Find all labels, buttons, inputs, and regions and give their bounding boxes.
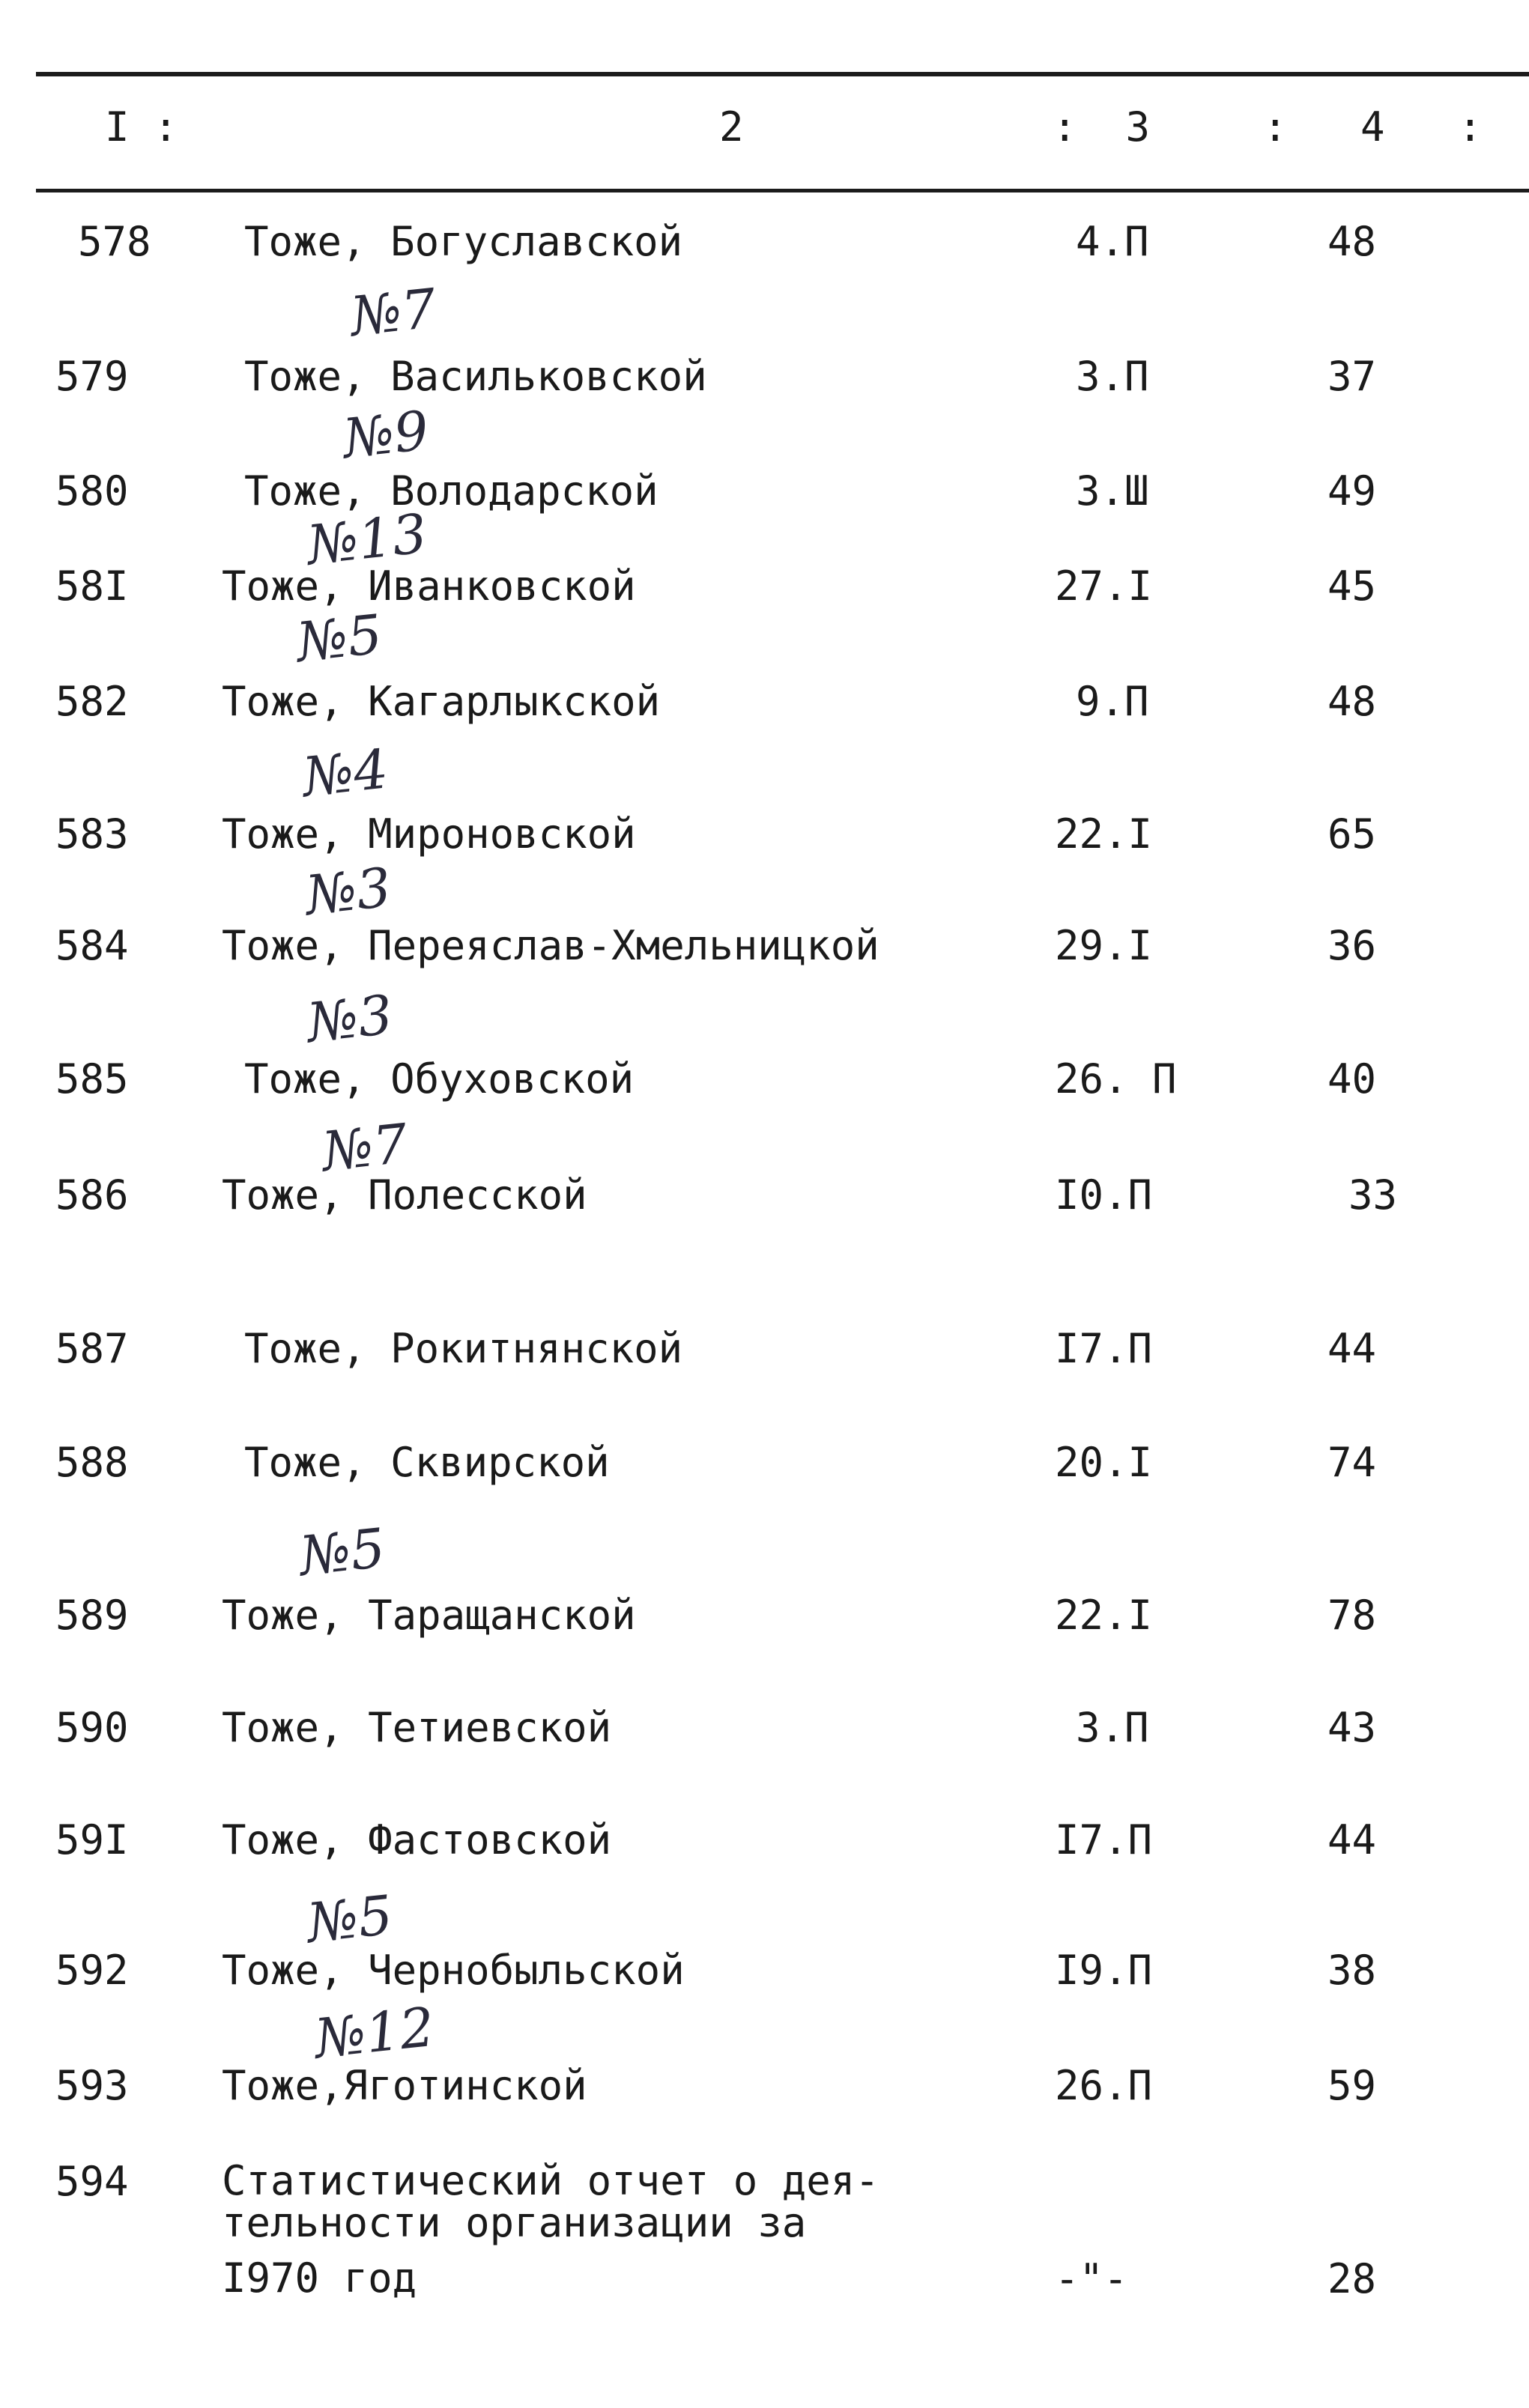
row-count: 40 [1327,1055,1377,1103]
annotation-handwritten: №9 [339,398,432,470]
row-description-line: I970 год [222,2254,417,2302]
row-date: 3.П [1076,353,1149,400]
row-count: 43 [1327,1704,1377,1751]
row-count: 45 [1327,562,1377,610]
row-count: 44 [1327,1816,1377,1863]
row-date: 4.П [1076,218,1149,265]
row-number: 587 [55,1325,129,1372]
row-number: 585 [55,1055,129,1103]
table-row [0,1440,1529,1499]
row-description: Тоже, Мироновской [222,810,636,858]
table-row [0,1592,1529,1652]
table-row [0,1056,1529,1116]
row-description: Тоже, Володарской [244,467,658,515]
table-row [0,563,1529,623]
row-number: 584 [55,922,129,969]
row-date: 27.I [1055,562,1153,610]
row-date-ditto: -"- [1055,2255,1128,2302]
row-count: 44 [1327,1325,1377,1372]
header-top-rule [36,72,1529,76]
row-count: 49 [1327,467,1377,515]
row-number: 588 [55,1439,129,1486]
row-count: 48 [1327,678,1377,725]
table-row [0,923,1529,983]
row-date: 3.П [1076,1704,1149,1751]
row-description: Тоже, Переяслав-Хмельницкой [222,922,879,969]
row-description-line: Статистический отчет о дея- [222,2157,879,2204]
header-bottom-rule [36,189,1529,192]
row-description: Тоже, Обуховской [244,1055,635,1103]
table-row [0,811,1529,871]
row-date: 26. П [1055,1055,1177,1103]
row-date: 26.П [1055,2062,1153,2109]
table-row [0,1172,1529,1232]
table-row [0,679,1529,739]
row-count: 74 [1327,1439,1377,1486]
annotation-handwritten: №7 [347,276,440,348]
row-number: 583 [55,810,129,858]
table-row [0,1705,1529,1765]
row-description: Тоже, Богуславской [244,218,683,265]
annotation-handwritten: №3 [302,855,395,927]
row-date: I9.П [1055,1947,1153,1994]
table-row [0,1326,1529,1386]
row-number: 592 [55,1947,129,1994]
row-number: 59I [55,1816,129,1863]
row-date: 20.I [1055,1439,1153,1486]
row-count: 33 [1348,1171,1398,1219]
row-count: 59 [1327,2062,1377,2109]
row-count: 28 [1327,2255,1377,2302]
row-date: I7.П [1055,1816,1153,1863]
row-date: I7.П [1055,1325,1153,1372]
row-date: 22.I [1055,810,1153,858]
row-description: Тоже, Таращанской [222,1592,636,1639]
annotation-handwritten: №4 [299,737,392,809]
annotation-handwritten: №13 [304,501,430,577]
table-row [0,354,1529,413]
row-number: 593 [55,2062,129,2109]
row-description-line: тельности организации за [222,2199,807,2246]
annotation-handwritten: №5 [293,602,386,674]
row-date: 9.П [1076,678,1149,725]
table-row [0,1817,1529,1877]
row-count: 36 [1327,922,1377,969]
row-description: Тоже, Сквирской [244,1439,610,1486]
row-count: 78 [1327,1592,1377,1639]
row-number: 580 [55,467,129,515]
row-description: Тоже,Яготинской [222,2062,587,2109]
header-col-2: 2 [719,103,744,151]
row-date: 29.I [1055,922,1153,969]
row-count: 38 [1327,1947,1377,1994]
table-row [0,219,1529,279]
row-number: 579 [55,353,129,400]
annotation-handwritten: №5 [296,1516,389,1588]
row-description: Тоже, Полесской [222,1171,587,1219]
row-description: Тоже, Васильковской [244,353,707,400]
row-number: 582 [55,678,129,725]
annotation-handwritten: №7 [318,1111,411,1183]
row-description: Тоже, Чернобыльской [222,1947,685,1994]
row-description: Тоже, Тетиевской [222,1704,612,1751]
row-description: Тоже, Кагарлыкской [222,678,661,725]
table-row [0,1947,1529,2007]
row-count: 48 [1327,218,1377,265]
row-number: 586 [55,1171,129,1219]
annotation-handwritten: №12 [312,1995,437,2071]
annotation-handwritten: №5 [303,1883,396,1955]
row-description: Тоже, Фастовской [222,1816,612,1863]
row-number: 578 [78,218,151,265]
row-count: 65 [1327,810,1377,858]
header-col-1: I : [105,103,178,151]
table-row [0,468,1529,528]
header-col-4: : 4 : [1263,103,1483,151]
row-number: 58I [55,562,129,610]
header-col-3: : 3 [1053,103,1151,151]
row-number: 590 [55,1704,129,1751]
row-description: Тоже, Рокитнянской [244,1325,683,1372]
annotation-handwritten: №3 [303,983,396,1055]
row-count: 37 [1327,353,1377,400]
table-row-final [0,2159,1529,2308]
row-number: 589 [55,1592,129,1639]
row-date: 3.Ш [1076,467,1149,515]
row-description: Тоже, Иванковской [222,562,636,610]
row-number: 594 [55,2158,129,2205]
row-date: I0.П [1055,1171,1153,1219]
table-row [0,2063,1529,2123]
row-date: 22.I [1055,1592,1153,1639]
